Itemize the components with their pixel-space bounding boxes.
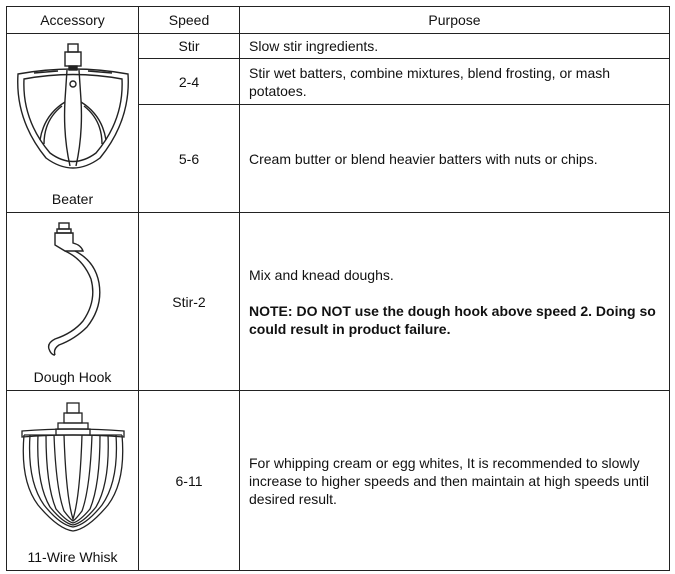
note-text: DO NOT use the dough hook above speed 2. Doing so could result in product failure. [249,302,656,337]
dough-hook-icon [7,221,138,361]
table-row [7,34,670,59]
purpose-cell [240,213,670,391]
speed-cell: 5-6 [139,105,240,213]
speed-cell: Stir-2 [139,213,240,391]
purpose-cell: Slow stir ingredients. [240,34,670,59]
whisk-icon [7,401,138,537]
speed-cell: 2-4 [139,59,240,105]
dough-hook-note [249,302,661,338]
note-label: NOTE: [249,302,293,319]
beater-icon [7,40,138,190]
header-speed: Speed [139,7,240,34]
whisk-cell [7,391,139,571]
header-row [7,7,670,34]
header-accessory: Accessory [7,7,139,34]
beater-label: Beater [51,191,94,207]
dough-hook-cell [7,213,139,391]
speed-cell: 6-11 [139,391,240,571]
table-row [7,213,670,391]
dough-hook-label: Dough Hook [33,369,112,385]
table-row [7,391,670,571]
beater-cell [7,34,139,213]
purpose-cell: Cream butter or blend heavier batters with nuts or chips. [240,105,670,213]
purpose-cell: For whipping cream or egg whites, It is recommended to slowly increase to higher speeds and then maintain at high speeds until desired result. [240,391,670,571]
purpose-cell: Stir wet batters, combine mixtures, blend frosting, or mash potatoes. [240,59,670,105]
accessory-table [6,6,670,571]
dough-hook-purpose: Mix and knead doughs. [249,266,394,283]
header-purpose: Purpose [240,7,670,34]
whisk-label: 11-Wire Whisk [27,549,118,565]
speed-cell: Stir [139,34,240,59]
